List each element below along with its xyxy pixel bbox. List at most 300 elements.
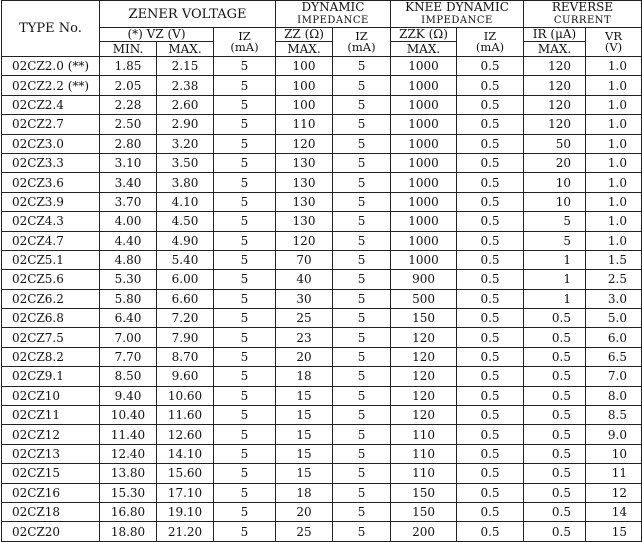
table-row [2,95,642,114]
table-row [2,464,642,483]
type-cell: 02CZ15 [2,464,100,483]
iz-zzk-cell: 0.5 [457,153,524,172]
iz-zzk-cell: 0.5 [457,522,524,541]
ir-max-cell: 50 [524,134,586,153]
vz-min-cell: 2.50 [100,115,157,134]
type-cell: 02CZ8.2 [2,347,100,366]
ir-max-cell: 1 [524,289,586,308]
iz-vz-cell: 5 [214,153,276,172]
vz-min-cell: 16.80 [100,502,157,521]
zzk-max-cell: 110 [391,464,457,483]
vr-cell: 3.0 [586,289,642,308]
table-row [2,212,642,231]
vz-min-cell: 1.85 [100,57,157,76]
vr-cell: 6.5 [586,347,642,366]
iz-zz-cell: 5 [333,522,391,541]
zz-max-cell: 25 [276,522,333,541]
iz-zzk-cell: 0.5 [457,483,524,502]
iz-zzk-cell: 0.5 [457,212,524,231]
iz-unit: (mA) [475,40,505,54]
vz-min-cell: 15.30 [100,483,157,502]
vz-max-cell: 3.80 [157,173,214,192]
vz-max-header: MAX. [157,42,214,57]
type-cell: 02CZ3.6 [2,173,100,192]
ir-max-cell: 0.5 [524,386,586,405]
iz-zz-cell: 5 [333,347,391,366]
zz-max-cell: 15 [276,386,333,405]
ir-max-cell: 20 [524,153,586,172]
table-row [2,270,642,289]
vz-min-cell: 9.40 [100,386,157,405]
vz-min-cell: 4.00 [100,212,157,231]
type-cell: 02CZ5.6 [2,270,100,289]
ir-max-cell: 0.5 [524,522,586,541]
iz-zzk-cell: 0.5 [457,250,524,269]
vz-max-cell: 8.70 [157,347,214,366]
iz-zz-cell: 5 [333,328,391,347]
iz-vz-cell: 5 [214,173,276,192]
type-no-header: TYPE No. [2,1,100,57]
ir-max-cell: 0.5 [524,502,586,521]
zzk-max-cell: 1000 [391,115,457,134]
table-row [2,309,642,328]
iz-zz-cell: 5 [333,231,391,250]
iz-zz-cell: 5 [333,367,391,386]
vz-max-cell: 4.10 [157,192,214,211]
iz-zzk-cell: 0.5 [457,134,524,153]
ir-max-cell: 5 [524,212,586,231]
ir-max-cell: 0.5 [524,367,586,386]
table-row [2,231,642,250]
iz-vz-cell: 5 [214,270,276,289]
vz-header: (*) VZ (V) [100,28,214,42]
zz-max-cell: 30 [276,289,333,308]
iz-vz-cell: 5 [214,250,276,269]
iz-zz-cell: 5 [333,192,391,211]
zener-voltage-header: ZENER VOLTAGE [100,1,276,28]
vz-max-cell: 7.20 [157,309,214,328]
iz-zz-cell: 5 [333,115,391,134]
iz-vz-cell: 5 [214,386,276,405]
iz-zz-cell: 5 [333,289,391,308]
vz-max-cell: 17.10 [157,483,214,502]
zzk-max-cell: 150 [391,502,457,521]
vz-min-cell: 2.28 [100,95,157,114]
vz-min-header: MIN. [100,42,157,57]
vz-min-cell: 2.05 [100,76,157,95]
spec-rows [2,57,642,542]
type-cell: 02CZ2.7 [2,115,100,134]
type-cell: 02CZ20 [2,522,100,541]
iz-zz-cell: 5 [333,483,391,502]
iz-zzk-cell: 0.5 [457,192,524,211]
vr-cell: 1.0 [586,95,642,114]
iz-vz-cell: 5 [214,289,276,308]
vz-min-cell: 13.80 [100,464,157,483]
iz-vz-cell: 5 [214,425,276,444]
ir-max-cell: 0.5 [524,347,586,366]
zz-max-cell: 18 [276,483,333,502]
zzk-max-cell: 150 [391,483,457,502]
ir-max-cell: 0.5 [524,406,586,425]
zz-max-cell: 15 [276,464,333,483]
table-row [2,502,642,521]
vr-cell: 1.0 [586,134,642,153]
zz-max-cell: 100 [276,76,333,95]
type-cell: 02CZ4.3 [2,212,100,231]
vr-cell: 1.0 [586,192,642,211]
zzk-max-cell: 1000 [391,134,457,153]
iz-zz-cell: 5 [333,95,391,114]
table-row [2,76,642,95]
iz-zzk-header [457,28,524,57]
vz-min-cell: 5.30 [100,270,157,289]
vz-max-cell: 19.10 [157,502,214,521]
iz-zz-cell: 5 [333,464,391,483]
vz-min-cell: 6.40 [100,309,157,328]
vz-max-cell: 2.90 [157,115,214,134]
vz-max-cell: 10.60 [157,386,214,405]
zz-max-cell: 20 [276,502,333,521]
vz-min-cell: 5.80 [100,289,157,308]
zz-max-cell: 23 [276,328,333,347]
iz-vz-cell: 5 [214,76,276,95]
zzk-max-cell: 1000 [391,250,457,269]
vz-max-cell: 14.10 [157,444,214,463]
zzk-max-cell: 110 [391,444,457,463]
iz-zzk-cell: 0.5 [457,444,524,463]
vr-cell: 10 [586,444,642,463]
zz-max-cell: 100 [276,57,333,76]
vr-cell: 11 [586,464,642,483]
table-row [2,483,642,502]
zzk-max-cell: 1000 [391,95,457,114]
iz-vz-cell: 5 [214,309,276,328]
iz-zzk-cell: 0.5 [457,57,524,76]
zz-max-cell: 15 [276,406,333,425]
dynamic-impedance-header [276,1,391,28]
ir-max-cell: 120 [524,115,586,134]
iz-zzk-cell: 0.5 [457,231,524,250]
ir-max-cell: 1 [524,270,586,289]
zz-max-cell: 120 [276,231,333,250]
table-row [2,57,642,76]
type-cell: 02CZ2.2 (**) [2,76,100,95]
iz-vz-cell: 5 [214,328,276,347]
ir-max-header: MAX. [524,42,586,57]
iz-zz-cell: 5 [333,444,391,463]
table-row [2,192,642,211]
zzk-max-cell: 120 [391,328,457,347]
vz-max-cell: 15.60 [157,464,214,483]
table-row [2,406,642,425]
table-row [2,115,642,134]
zz-max-cell: 18 [276,367,333,386]
zz-max-cell: 100 [276,95,333,114]
vz-max-cell: 9.60 [157,367,214,386]
vz-min-cell: 8.50 [100,367,157,386]
iz-vz-cell: 5 [214,347,276,366]
iz-vz-cell: 5 [214,192,276,211]
type-cell: 02CZ6.8 [2,309,100,328]
table-row [2,386,642,405]
dynamic-label: DYNAMIC [301,0,365,14]
iz-vz-cell: 5 [214,406,276,425]
iz-vz-cell: 5 [214,367,276,386]
vz-max-cell: 21.20 [157,522,214,541]
zzk-max-header: MAX. [391,42,457,57]
iz-zz-cell: 5 [333,153,391,172]
ir-max-cell: 0.5 [524,483,586,502]
iz-zz-cell: 5 [333,173,391,192]
reverse-label: REVERSE [551,0,614,14]
zz-max-cell: 130 [276,212,333,231]
impedance-label: IMPEDANCE [297,15,369,26]
iz-zz-cell: 5 [333,386,391,405]
vr-cell: 6.0 [586,328,642,347]
type-cell: 02CZ3.9 [2,192,100,211]
vr-cell: 1.5 [586,250,642,269]
zz-header: ZZ (Ω) [276,28,333,42]
type-cell: 02CZ9.1 [2,367,100,386]
vz-min-cell: 7.70 [100,347,157,366]
table-row [2,444,642,463]
iz-zz-cell: 5 [333,270,391,289]
zzk-max-cell: 500 [391,289,457,308]
iz-zz-cell: 5 [333,425,391,444]
ir-max-cell: 10 [524,192,586,211]
zzk-max-cell: 120 [391,347,457,366]
current-label: CURRENT [553,15,612,26]
ir-max-cell: 120 [524,57,586,76]
zzk-max-cell: 150 [391,309,457,328]
vz-min-cell: 10.40 [100,406,157,425]
table-row [2,153,642,172]
vz-min-cell: 2.80 [100,134,157,153]
zz-max-cell: 70 [276,250,333,269]
iz-label: IZ [238,29,251,43]
zzk-max-cell: 120 [391,386,457,405]
vr-cell: 1.0 [586,57,642,76]
iz-zzk-cell: 0.5 [457,386,524,405]
vr-cell: 9.0 [586,425,642,444]
iz-vz-cell: 5 [214,464,276,483]
vr-cell: 1.0 [586,153,642,172]
vz-min-cell: 3.40 [100,173,157,192]
iz-zzk-cell: 0.5 [457,173,524,192]
vr-header [586,28,642,57]
iz-vz-header [214,28,276,57]
iz-zz-header [333,28,391,57]
iz-label: IZ [355,29,368,43]
iz-zzk-cell: 0.5 [457,289,524,308]
vr-cell: 1.0 [586,212,642,231]
zz-max-cell: 40 [276,270,333,289]
vr-cell: 1.0 [586,76,642,95]
iz-zz-cell: 5 [333,309,391,328]
vr-cell: 1.0 [586,173,642,192]
zz-max-header: MAX. [276,42,333,57]
zzk-max-cell: 1000 [391,57,457,76]
iz-vz-cell: 5 [214,212,276,231]
zzk-max-cell: 1000 [391,173,457,192]
zz-max-cell: 130 [276,192,333,211]
zz-max-cell: 20 [276,347,333,366]
vr-cell: 12 [586,483,642,502]
table-row [2,134,642,153]
zzk-max-cell: 1000 [391,231,457,250]
iz-zzk-cell: 0.5 [457,347,524,366]
iz-vz-cell: 5 [214,231,276,250]
type-cell: 02CZ16 [2,483,100,502]
vr-cell: 1.0 [586,115,642,134]
type-cell: 02CZ6.2 [2,289,100,308]
vr-cell: 2.5 [586,270,642,289]
vz-min-cell: 11.40 [100,425,157,444]
iz-zz-cell: 5 [333,406,391,425]
zzk-max-cell: 200 [391,522,457,541]
vr-cell: 15 [586,522,642,541]
vr-cell: 8.5 [586,406,642,425]
vr-cell: 1.0 [586,231,642,250]
table-row [2,328,642,347]
vz-max-cell: 3.50 [157,153,214,172]
iz-zzk-cell: 0.5 [457,115,524,134]
type-cell: 02CZ10 [2,386,100,405]
ir-max-cell: 10 [524,173,586,192]
vr-cell: 7.0 [586,367,642,386]
ir-max-cell: 0.5 [524,444,586,463]
type-cell: 02CZ2.0 (**) [2,57,100,76]
knee-dynamic-impedance-header [391,1,524,28]
zzk-header: ZZK (Ω) [391,28,457,42]
iz-zz-cell: 5 [333,134,391,153]
iz-zz-cell: 5 [333,57,391,76]
vz-min-cell: 18.80 [100,522,157,541]
zz-max-cell: 25 [276,309,333,328]
ir-max-cell: 0.5 [524,309,586,328]
table-row [2,250,642,269]
zzk-max-cell: 1000 [391,212,457,231]
iz-zzk-cell: 0.5 [457,502,524,521]
iz-zzk-cell: 0.5 [457,328,524,347]
zzk-max-cell: 900 [391,270,457,289]
iz-vz-cell: 5 [214,115,276,134]
iz-zz-cell: 5 [333,502,391,521]
iz-zzk-cell: 0.5 [457,309,524,328]
vz-max-cell: 5.40 [157,250,214,269]
vz-max-cell: 2.38 [157,76,214,95]
vz-max-cell: 4.90 [157,231,214,250]
zener-spec-table [1,0,642,542]
type-cell: 02CZ12 [2,425,100,444]
iz-zz-cell: 5 [333,212,391,231]
iz-vz-cell: 5 [214,134,276,153]
iz-label: IZ [483,29,497,43]
vz-max-cell: 11.60 [157,406,214,425]
vr-cell: 8.0 [586,386,642,405]
type-cell: 02CZ7.5 [2,328,100,347]
type-cell: 02CZ5.1 [2,250,100,269]
vr-label: VR [605,29,622,43]
type-cell: 02CZ3.3 [2,153,100,172]
vz-min-cell: 3.70 [100,192,157,211]
zz-max-cell: 15 [276,425,333,444]
ir-max-cell: 5 [524,231,586,250]
vr-unit: (V) [604,40,623,54]
zz-max-cell: 15 [276,444,333,463]
iz-zzk-cell: 0.5 [457,425,524,444]
vz-min-cell: 4.40 [100,231,157,250]
vz-min-cell: 4.80 [100,250,157,269]
iz-zzk-cell: 0.5 [457,464,524,483]
iz-zzk-cell: 0.5 [457,76,524,95]
iz-unit: (mA) [230,40,259,54]
vz-max-cell: 2.60 [157,95,214,114]
type-cell: 02CZ3.0 [2,134,100,153]
iz-zz-cell: 5 [333,76,391,95]
ir-max-cell: 120 [524,76,586,95]
vz-max-cell: 6.60 [157,289,214,308]
table-row [2,289,642,308]
ir-header: IR (μA) [524,28,586,42]
ir-max-cell: 0.5 [524,328,586,347]
vz-max-cell: 4.50 [157,212,214,231]
zz-max-cell: 110 [276,115,333,134]
iz-zz-cell: 5 [333,250,391,269]
iz-unit: (mA) [347,40,376,54]
vz-max-cell: 2.15 [157,57,214,76]
vz-min-cell: 12.40 [100,444,157,463]
ir-max-cell: 120 [524,95,586,114]
type-cell: 02CZ18 [2,502,100,521]
ir-max-cell: 0.5 [524,464,586,483]
table-row [2,173,642,192]
vz-max-cell: 6.00 [157,270,214,289]
table-row [2,367,642,386]
vz-min-cell: 7.00 [100,328,157,347]
ir-max-cell: 1 [524,250,586,269]
table-row [2,522,642,541]
zzk-max-cell: 120 [391,367,457,386]
type-cell: 02CZ4.7 [2,231,100,250]
table-row [2,347,642,366]
vz-min-cell: 3.10 [100,153,157,172]
knee-impedance-label: IMPEDANCE [421,15,493,26]
zz-max-cell: 130 [276,153,333,172]
iz-zzk-cell: 0.5 [457,406,524,425]
reverse-current-header [524,1,642,28]
zz-max-cell: 130 [276,173,333,192]
zzk-max-cell: 1000 [391,153,457,172]
iz-zzk-cell: 0.5 [457,367,524,386]
vz-max-cell: 3.20 [157,134,214,153]
zzk-max-cell: 110 [391,425,457,444]
iz-vz-cell: 5 [214,95,276,114]
iz-vz-cell: 5 [214,483,276,502]
iz-vz-cell: 5 [214,522,276,541]
ir-max-cell: 0.5 [524,425,586,444]
vr-cell: 5.0 [586,309,642,328]
iz-vz-cell: 5 [214,444,276,463]
zzk-max-cell: 120 [391,406,457,425]
zz-max-cell: 120 [276,134,333,153]
iz-vz-cell: 5 [214,502,276,521]
knee-dynamic-label: KNEE DYNAMIC [405,0,509,14]
iz-zzk-cell: 0.5 [457,270,524,289]
table-row [2,425,642,444]
vz-max-cell: 12.60 [157,425,214,444]
